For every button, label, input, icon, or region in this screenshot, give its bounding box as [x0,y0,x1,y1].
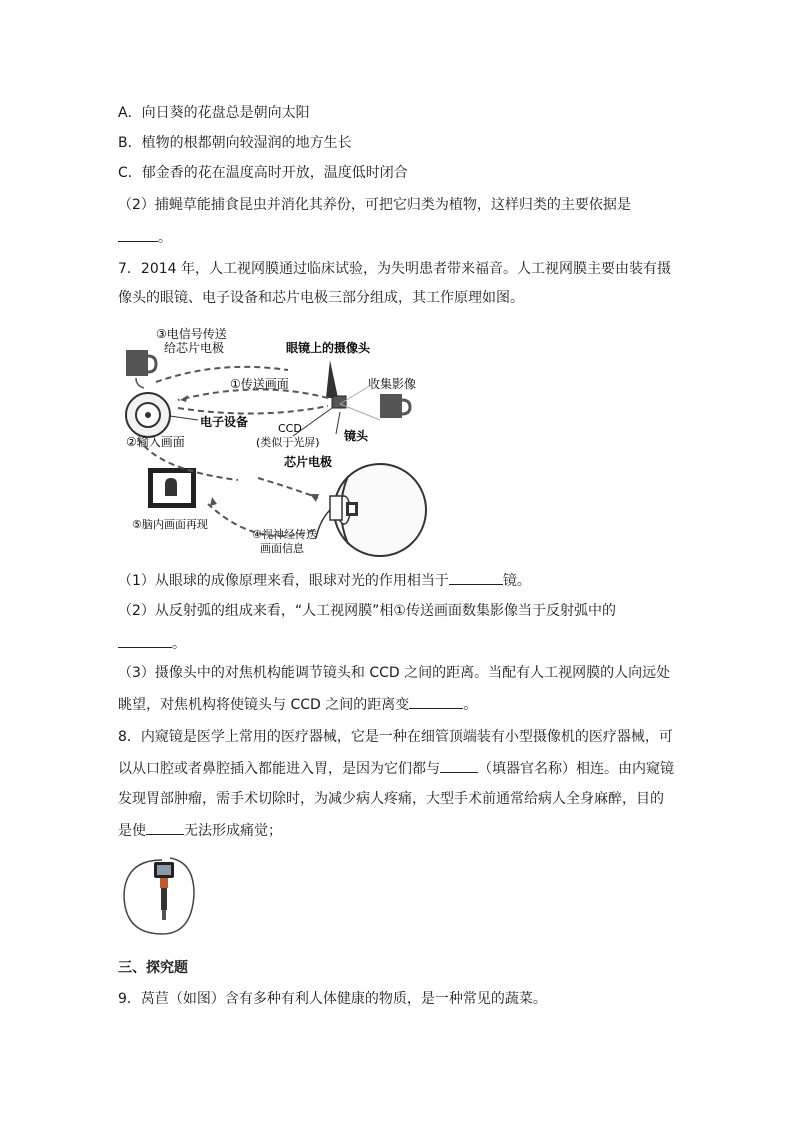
label-ccd-note: (类似于光屏) [256,436,320,449]
option-b: B．植物的根都朝向较湿润的地方生长 [118,135,352,151]
answer-blank[interactable] [146,820,184,835]
punctuation: 。 [463,697,478,713]
label-step3b: 给芯片电极 [164,341,225,355]
endoscope-illustration [118,850,198,940]
q8-line1: 8．内窥镜是医学上常用的医疗器械，它是一种在细管顶端装有小型摄像机的医疗器械，可 [118,729,673,745]
label-step1: ①传送画面 [230,377,289,391]
answer-blank[interactable] [449,570,503,585]
q7-sub3-line2 [118,694,477,715]
label-step2: ②输入画面 [126,435,185,449]
q8-line3: 发现胃部肿瘤，需手术切除时，为减少病人疼痛，大型手术前通常给病人全身麻醉，目的 [118,791,664,807]
camera-icon [326,360,346,408]
q7-sub3-line1: （3）摄像头中的对焦机构能调节镜头和 CCD 之间的距离。当配有人工视网膜的人向远处 [118,665,671,681]
q8-line4-end: 无法形成痛觉； [184,823,282,839]
q6-sub2-answer [118,227,172,248]
q8-line4-start: 是使 [118,823,146,839]
q7-line1: 7．2014 年，人工视网膜通过临床试验，为失明患者带来福音。人工视网膜主要由装有摄 [118,261,671,277]
answer-blank[interactable] [440,758,478,773]
q6-sub2-text: （2）捕蝇草能捕食昆虫并消化其养份，可把它归类为植物，这样归类的主要依据是 [118,197,631,213]
answer-blank[interactable] [409,694,463,709]
q7-sub2-text: （2）从反射弧的组成来看，“人工视网膜”相①传送画面数集影像当于反射弧中的 [118,603,616,619]
label-collect: 收集影像 [368,377,417,391]
q7-sub1 [118,570,531,591]
brain-image-frame [148,468,196,508]
label-step3a: ③电信号传送 [156,327,227,341]
label-step4a: ④视神经传送 [252,528,317,541]
label-step4b: 画面信息 [260,542,304,555]
q7-sub3-text: 眺望，对焦机构将使镜头与 CCD 之间的距离变 [118,697,410,713]
q7-sub2-answer [118,633,186,654]
q8-line2-end: （填器官名称）相连。由内窥镜 [478,761,674,777]
answer-blank[interactable] [118,633,172,648]
label-ccd: CCD [278,422,302,435]
label-chip: 芯片电极 [284,455,333,469]
punctuation: 。 [172,636,186,652]
q7-line2: 像头的眼镜、电子设备和芯片电极三部分组成，其工作原理如图。 [118,290,524,306]
section-title: 三、探究题 [118,960,188,976]
q8-line2 [118,758,674,779]
label-device: 电子设备 [200,415,249,429]
eyeball-icon [316,464,426,556]
artificial-retina-diagram [118,320,448,560]
q7-sub1-text: （1）从眼球的成像原理来看，眼球对光的作用相当于 [118,573,449,589]
option-a: A．向日葵的花盘总是朝向太阳 [118,105,310,121]
q9-line1: 9．莴苣（如图）含有多种有利人体健康的物质，是一种常见的蔬菜。 [118,991,547,1007]
q7-sub1-end: 镜。 [502,573,531,589]
label-camera: 眼镜上的摄像头 [286,341,371,355]
q8-line4 [118,820,282,841]
option-c: C．郁金香的花在温度高时开放，温度低时闭合 [118,165,408,181]
answer-blank[interactable] [118,227,158,242]
punctuation: 。 [158,230,172,246]
object-cup-icon [380,394,410,418]
q8-line2-start: 以从口腔或者鼻腔插入都能进入胃，是因为它们都与 [118,761,440,777]
cup-icon [126,350,156,376]
label-step5: ⑤脑内画面再现 [132,518,208,531]
electronic-device-icon [126,393,170,437]
label-lens: 镜头 [344,429,369,443]
